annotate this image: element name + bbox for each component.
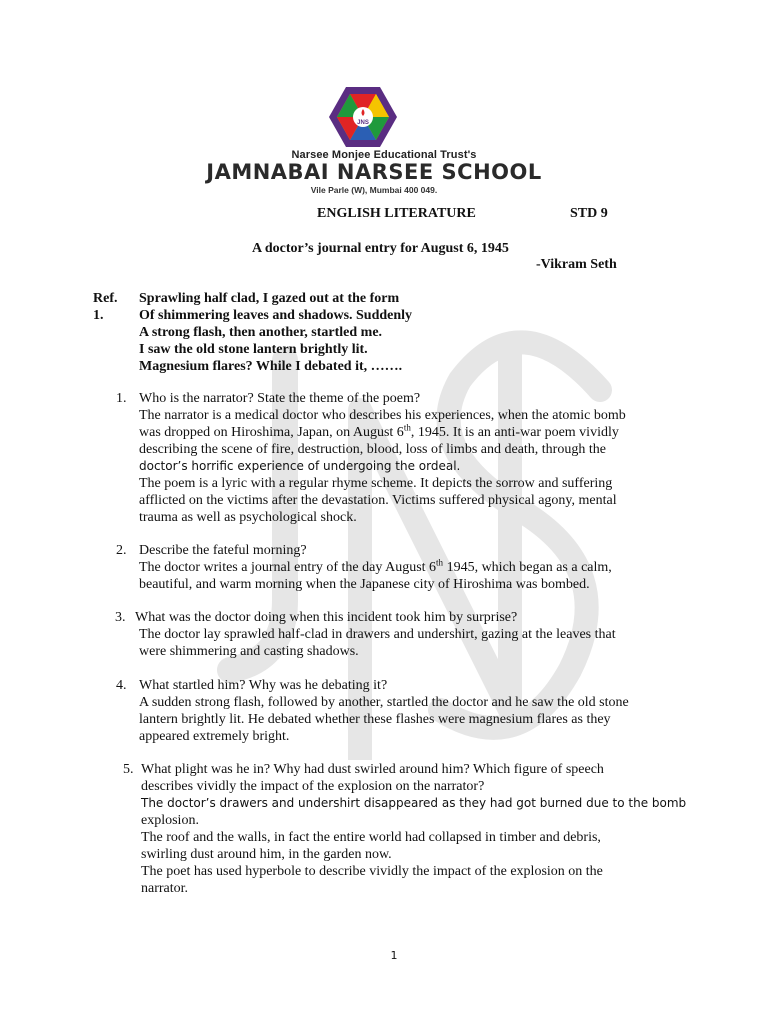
svg-text:JNS: JNS xyxy=(357,120,369,126)
answer-line: The narrator is a medical doctor who describes his experiences, when the atomic bomb xyxy=(139,408,626,423)
answer-line: explosion. xyxy=(141,813,199,828)
poem-title: A doctor’s journal entry for August 6, 1945 xyxy=(252,241,509,256)
answer-line: The poem is a lyric with a regular rhyme scheme. It depicts the sorrow and suffering xyxy=(139,476,613,491)
page-number: 1 xyxy=(390,949,398,962)
answer-line: trauma as well as psychological shock. xyxy=(139,510,357,525)
answer-line: was dropped on Hiroshima, Japan, on August 6th, 1945. It is an anti-war poem vividly xyxy=(139,422,619,440)
answer-line: doctor’s horrific experience of undergoing the ordeal. xyxy=(139,459,461,473)
answer-line: The poet has used hyperbole to describe vividly the impact of the explosion on the xyxy=(141,864,603,879)
reference-label: Ref. 1. xyxy=(93,291,118,323)
reference-line: Of shimmering leaves and shadows. Suddenly xyxy=(139,308,413,323)
poem-author: -Vikram Seth xyxy=(536,257,617,272)
answer-line: were shimmering and casting shadows. xyxy=(139,644,359,659)
question-text: describes vividly the impact of the explosion on the narrator? xyxy=(141,779,485,794)
school-address: Vile Parle (W), Mumbai 400 049. xyxy=(310,185,438,195)
answer-line: beautiful, and warm morning when the Japanese city of Hiroshima was bombed. xyxy=(139,577,590,592)
question-text: What plight was he in? Why had dust swirled around him? Which figure of speech xyxy=(141,762,604,777)
answer-line: narrator. xyxy=(141,881,189,896)
answer-line: afflicted on the victims after the devastation. Victims suffered physical agony, mental xyxy=(139,493,617,508)
school-logo xyxy=(328,86,398,148)
answer-line: lantern brightly lit. He debated whether these flashes were magnesium flares as they xyxy=(139,712,611,727)
reference-line: A strong flash, then another, startled me. xyxy=(139,325,383,340)
question-text: What startled him? Why was he debating it? xyxy=(139,678,388,693)
question-number: 1. xyxy=(116,391,127,406)
answer-line: A sudden strong flash, followed by another, startled the doctor and he saw the old stone xyxy=(139,695,629,710)
reference-line: I saw the old stone lantern brightly lit. xyxy=(139,342,368,357)
answer-line: The roof and the walls, in fact the entire world had collapsed in timber and debris, xyxy=(141,830,601,845)
trust-name: Narsee Monjee Educational Trust's xyxy=(291,149,477,161)
question-number: 3. xyxy=(115,610,126,625)
reference-line: Sprawling half clad, I gazed out at the form xyxy=(139,291,400,306)
reference-line: Magnesium flares? While I debated it, ……. xyxy=(139,359,403,374)
question-number: 2. xyxy=(116,543,127,558)
answer-line: The doctor’s drawers and undershirt disappeared as they had got burned due to the bomb xyxy=(141,796,687,810)
answer-line: The doctor writes a journal entry of the day August 6th 1945, which began as a calm, xyxy=(139,557,612,575)
school-name: JAMNABAI NARSEE SCHOOL xyxy=(206,160,542,184)
question-number: 5. xyxy=(123,762,134,777)
answer-line: The doctor lay sprawled half-clad in drawers and undershirt, gazing at the leaves that xyxy=(139,627,616,642)
answer-line: describing the scene of fire, destruction, blood, loss of limbs and death, through the xyxy=(139,442,606,457)
question-number: 4. xyxy=(116,678,127,693)
standard-label: STD 9 xyxy=(570,206,608,221)
subject-heading: ENGLISH LITERATURE xyxy=(317,206,476,221)
question-text: What was the doctor doing when this incident took him by surprise? xyxy=(135,610,518,625)
answer-line: swirling dust around him, in the garden now. xyxy=(141,847,392,862)
answer-line: appeared extremely bright. xyxy=(139,729,290,744)
question-text: Who is the narrator? State the theme of the poem? xyxy=(139,391,421,406)
question-text: Describe the fateful morning? xyxy=(139,543,307,558)
